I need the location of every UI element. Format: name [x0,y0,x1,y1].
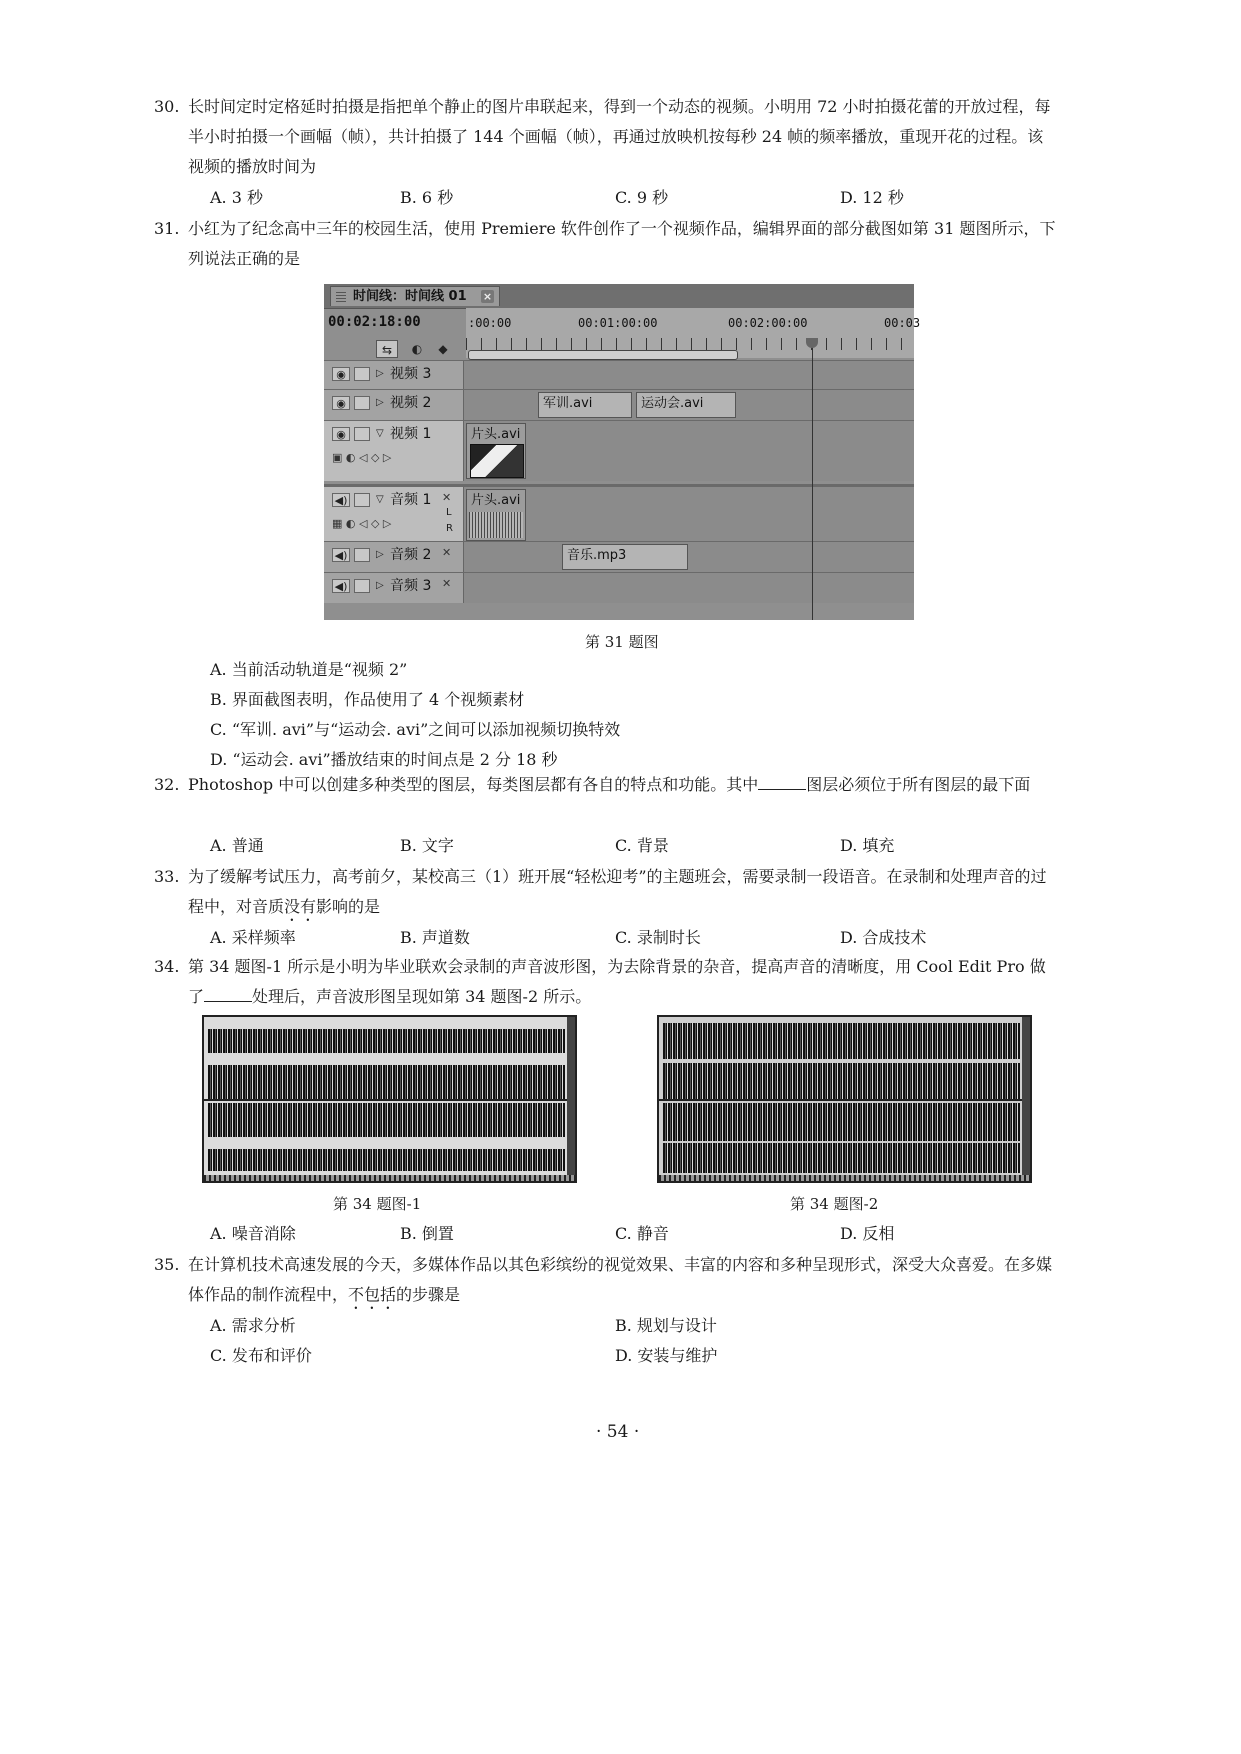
option-a: A. 需求分析 [210,1316,296,1335]
track-name: 视频 2 [390,395,432,411]
option-c: C. “军训. avi”与“运动会. avi”之间可以添加视频切换特效 [210,720,621,739]
track-header [324,542,464,572]
question-text: 小红为了纪念高中三年的校园生活，使用 Premiere 软件创作了一个视频作品，编辑界面的部分截图如第 31 题图所示，下列说法正确的是 [188,219,1056,268]
track-header [324,487,464,543]
speaker-icon: ◀) [332,579,350,593]
waveform-channel-1-body [208,1065,565,1099]
time-scale [204,1175,575,1181]
clip-music: 音乐.mp3 [562,544,688,570]
sync-x-icon: ✕ [442,546,452,559]
options-30 [210,184,1060,212]
question-text-tail: 图层必须位于所有图层的最下面 [806,775,1031,794]
keyframe-nav-icons: ▣ ◐ ◁ ◇ ▷ [332,451,392,464]
ruler-label: 00:01:00:00 [578,316,658,330]
ruler-ticks [466,338,914,350]
question-33 [154,862,1058,925]
expand-triangle-icon: ▷ [376,397,384,408]
snap-icon: ⇆ [376,340,398,358]
option-c: C. 录制时长 [615,928,701,947]
sync-x-icon: ✕ [442,491,452,504]
track-video-2 [324,389,914,420]
vertical-scale [1022,1017,1030,1181]
lock-toggle [354,367,370,381]
eye-icon: ◉ [332,396,350,410]
waveform-figure-1 [202,1015,577,1183]
clip-yundonghui: 运动会.avi [636,392,736,418]
track-header [324,361,464,389]
lock-toggle [354,548,370,562]
answer-blank [204,983,252,1002]
waveform-channel-1-top [663,1023,1020,1059]
expand-triangle-icon: ▽ [376,428,384,439]
option-d: D. 反相 [840,1224,895,1243]
track-name: 音频 1 [390,492,432,508]
question-text: 在计算机技术高速发展的今天，多媒体作品以其色彩缤纷的视觉效果、丰富的内容和多种呈现形式，深受大众喜爱。在多媒体作品的制作流程中， [188,1255,1053,1304]
question-text: 为了缓解考试压力，高考前夕，某校高三（1）班开展“轻松迎考”的主题班会，需要录制一段语音。在录制和处理声音的过程中，对音质 [188,867,1047,916]
clip-piantou-video [466,423,526,479]
question-34 [154,952,1058,1012]
track-name: 视频 3 [390,366,432,382]
clip-junxun: 军训.avi [538,392,632,418]
question-text-tail: 影响的是 [316,897,381,916]
option-b: B. 界面截图表明，作品使用了 4 个视频素材 [210,690,525,709]
option-c: C. 发布和评价 [210,1346,312,1365]
vertical-scale [567,1017,575,1181]
sync-x-icon: ✕ [442,577,452,590]
option-b: B. 声道数 [400,928,470,947]
page-number: · 54 · [596,1422,640,1442]
option-a: A. 当前活动轨道是“视频 2” [210,660,408,679]
work-area-bar [468,350,738,360]
lock-toggle [354,579,370,593]
question-text: 长时间定时定格延时拍摄是指把单个静止的图片串联起来，得到一个动态的视频。小明用 72 小时拍摄花蕾的开放过程，每半小时拍摄一个画幅（帧），共计拍摄了 144 个画幅（帧），再通过放映机按每秒 24 帧的频率播放，重现开花的过程。该视频的播放时间为 [188,97,1051,176]
question-31 [154,214,1058,274]
channel-l: L [446,507,452,518]
timeline-tab-title: 时间线：时间线 01 [353,289,467,304]
question-text: Photoshop 中可以创建多种类型的图层，每类图层都有各自的特点和功能。其中 [188,775,759,794]
waveform-channel-2-bottom [663,1143,1020,1173]
channel-divider [204,1099,575,1101]
ruler-label: :00:00 [468,316,512,330]
option-b: B. 6 秒 [400,188,454,207]
clip-thumbnail [470,444,524,478]
eye-icon: ◉ [332,427,350,441]
eye-icon: ◉ [332,367,350,381]
option-c: C. 背景 [615,836,669,855]
figure-34-1-caption: 第 34 题图-1 [333,1195,422,1213]
options-35-row-2 [210,1342,1060,1370]
expand-triangle-icon: ▷ [376,549,384,560]
track-header [324,573,464,603]
question-number: 31. [154,219,180,238]
waveform-channel-2-body [663,1103,1020,1141]
options-35-row-1 [210,1312,1060,1340]
audio-waveform [469,512,523,538]
track-video-1 [324,420,914,481]
track-header [324,421,464,481]
expand-triangle-icon: ▷ [376,580,384,591]
track-video-3 [324,360,914,389]
question-number: 35. [154,1255,180,1274]
option-a: A. 3 秒 [210,188,263,207]
time-scale [659,1175,1030,1181]
waveform-channel-2-bottom [208,1149,565,1171]
waveform-channel-1-body [663,1063,1020,1099]
option-b: B. 规划与设计 [615,1316,717,1335]
track-audio-3 [324,572,914,603]
answer-blank [758,771,806,790]
waveform-figure-2 [657,1015,1032,1183]
channel-divider [659,1099,1030,1101]
option-d: D. 合成技术 [840,928,927,947]
question-30 [154,92,1058,182]
track-name: 音频 3 [390,578,432,594]
premiere-timeline-figure [324,284,921,620]
panel-tab-bar [324,284,914,309]
track-audio-2 [324,541,914,572]
question-number: 33. [154,867,180,886]
timeline-controls [376,340,462,358]
waveform-channel-1-top [208,1029,565,1053]
question-number: 32. [154,775,180,794]
expand-triangle-icon: ▽ [376,494,384,505]
expand-triangle-icon: ▷ [376,368,384,379]
current-timecode: 00:02:18:00 [328,314,421,330]
options-33 [210,924,1060,952]
option-c: C. 9 秒 [615,188,669,207]
speaker-icon: ◀) [332,493,350,507]
marker-icon: ◐ [411,342,423,356]
playhead-line [812,338,813,620]
question-32 [154,770,1058,800]
option-d: D. 12 秒 [840,188,904,207]
ruler-label: 00:02:00:00 [728,316,808,330]
figure-34-2-caption: 第 34 题图-2 [790,1195,879,1213]
option-a: A. 采样频率 [210,928,296,947]
question-text: 第 34 题图-1 所示是小明为毕业联欢会录制的声音波形图，为去除背景的杂音，提高声音的清晰度，用 Cool Edit Pro 做了 [188,957,1046,1006]
option-b: B. 文字 [400,836,454,855]
clip-label: 片头.avi [471,427,521,442]
question-number: 30. [154,97,180,116]
option-a: A. 普通 [210,836,264,855]
figure-31-caption: 第 31 题图 [585,633,659,651]
option-d: D. 安装与维护 [615,1346,718,1365]
options-32 [210,832,1060,860]
clip-label: 片头.avi [471,493,521,508]
lock-toggle [354,493,370,507]
track-name: 视频 1 [390,426,432,442]
keyframe-nav-icons: ▦ ◐ ◁ ◇ ▷ [332,517,392,530]
time-ruler [466,308,921,358]
channel-r: R [446,523,453,534]
track-header [324,390,464,420]
ruler-label: 00:03 [884,316,921,330]
clip-piantou-audio [466,489,526,541]
question-number: 34. [154,957,180,976]
close-icon: × [482,290,493,303]
track-audio-1 [324,484,914,543]
lock-toggle [354,396,370,410]
option-d: D. “运动会. avi”播放结束的时间点是 2 分 18 秒 [210,750,558,769]
question-text-tail: 的步骤是 [396,1285,461,1304]
option-a: A. 噪音消除 [210,1224,296,1243]
option-c: C. 静音 [615,1224,669,1243]
emphasis-text: 不包括 [348,1285,397,1304]
option-d: D. 填充 [840,836,895,855]
question-text-tail: 处理后，声音波形图呈现如第 34 题图-2 所示。 [252,987,592,1006]
speaker-icon: ◀) [332,548,350,562]
grip-icon [336,291,346,302]
emphasis-text: 没有 [284,897,317,916]
waveform-channel-2-body [208,1103,565,1137]
lock-toggle [354,427,370,441]
keyframe-icon: ◆ [438,342,448,356]
timeline-tab [330,286,500,306]
question-35 [154,1250,1058,1313]
options-34 [210,1220,1060,1248]
track-name: 音频 2 [390,547,432,563]
option-b: B. 倒置 [400,1224,454,1243]
